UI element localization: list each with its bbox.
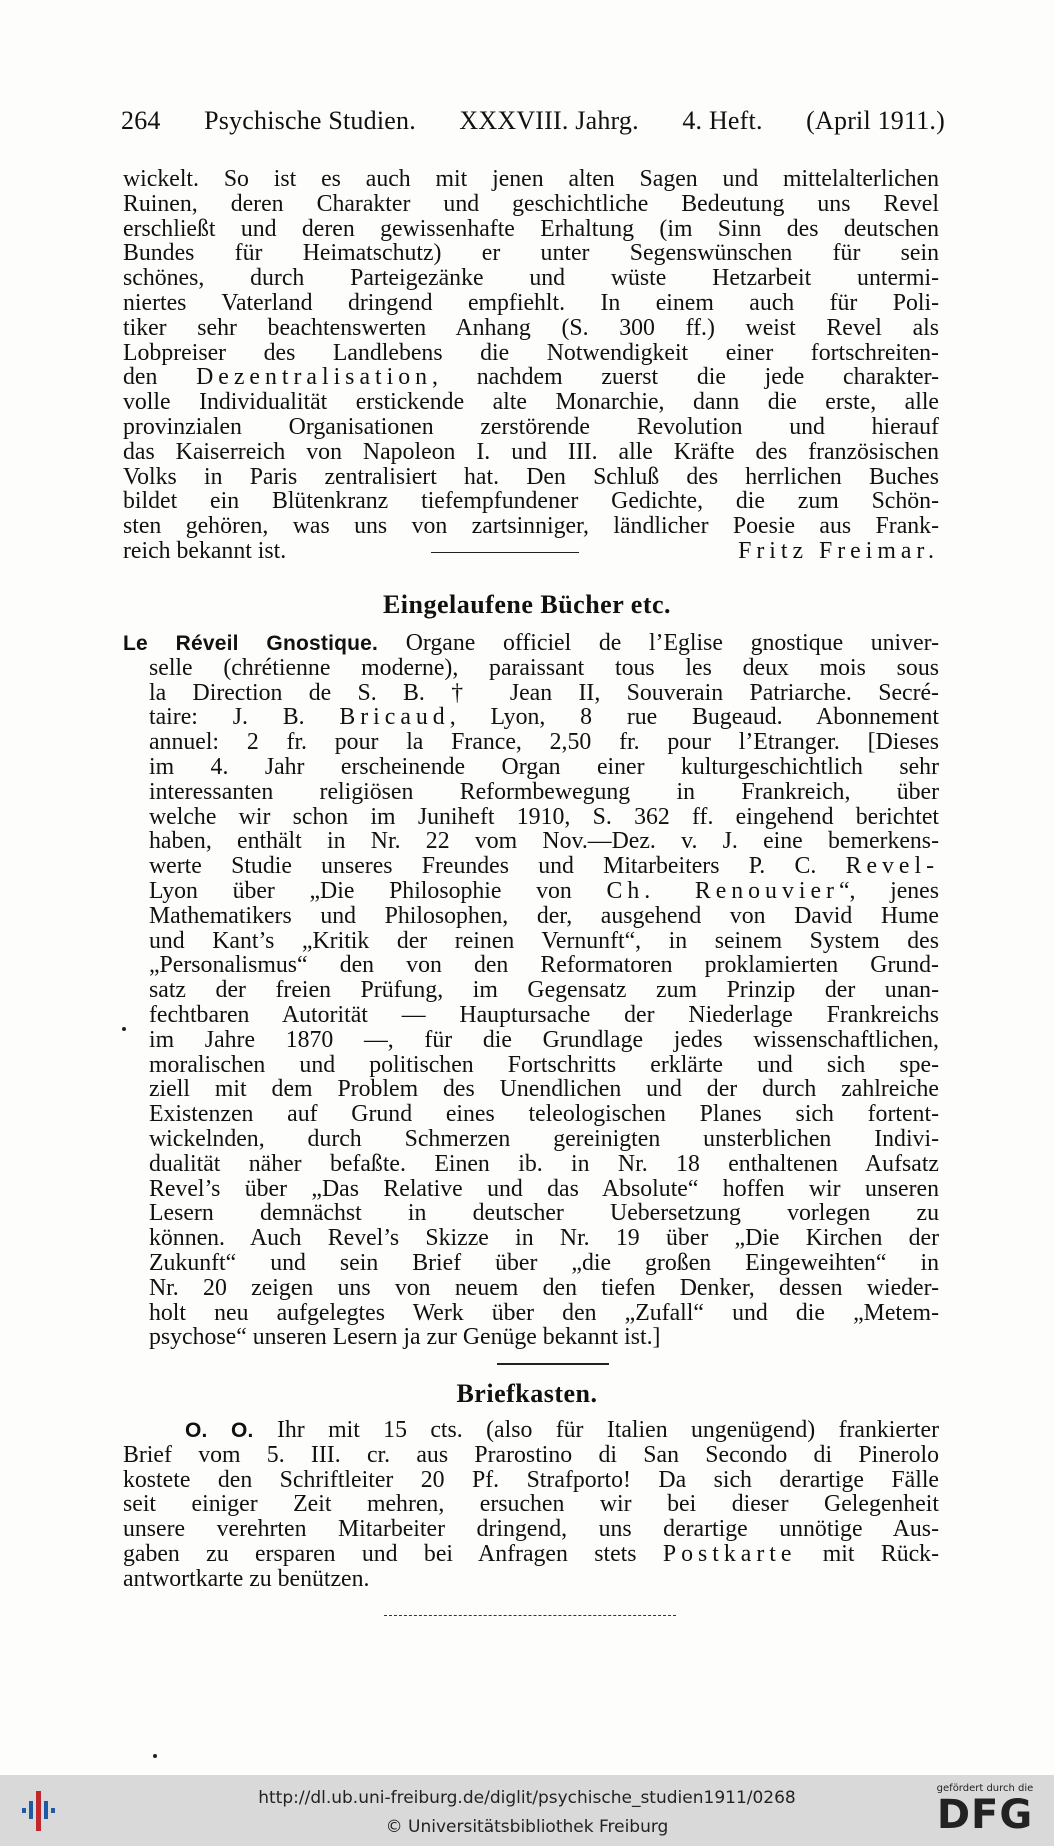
text-fragment: werte Studie unseres Freundes und Mitarbeiters P. C. xyxy=(149,854,817,879)
page-number: 264 xyxy=(121,106,161,135)
margin-mark xyxy=(122,1027,126,1031)
funder-logo-text: DFG xyxy=(936,1792,1034,1838)
text-line xyxy=(123,1542,939,1567)
text-fragment: taire: J. B. xyxy=(149,705,305,731)
text-line: annuel: 2 fr. pour la France, 2,50 fr. pour l’Etranger. [Dieses xyxy=(149,730,939,755)
text-line: kostete den Schriftleiter 20 Pf. Strafporto! Da sich derartige Fälle xyxy=(123,1467,939,1493)
text-line: unsere verehrten Mitarbeiter dringend, uns derartige unnötige Aus- xyxy=(123,1517,939,1542)
text-line: fechtbaren Autorität — Hauptursache der Niederlage Frankreichs xyxy=(149,1002,939,1028)
spaced-emphasis: Dezentralisation xyxy=(196,365,433,391)
running-header xyxy=(121,106,945,136)
text-line: interessanten religiösen Reformbewegung in Frankreich, über xyxy=(149,779,939,805)
text-fragment: , nachdem zuerst die jede charakter- xyxy=(432,365,939,391)
dfg-logo xyxy=(930,1783,1040,1841)
text-line: ziell mit dem Problem des Unendlichen und der durch zahlreiche xyxy=(149,1077,939,1103)
section-heading-letters: Briefkasten. xyxy=(456,1379,598,1408)
text-line: volle Individualität erstickende alte Monarchie, dann die erste, alle xyxy=(123,390,939,415)
text-line: Existenzen auf Grund eines teleologischen Planes sich fortent- xyxy=(149,1102,939,1127)
text-line: provinzialen Organisationen zerstörende Revolution und hierauf xyxy=(123,414,939,440)
text-line xyxy=(123,854,939,879)
spaced-emphasis: Ch. Renouvier xyxy=(606,878,839,904)
text-line: seit einiger Zeit mehren, ersuchen wir bei dieser Gelegenheit xyxy=(123,1492,939,1518)
text-fragment: Organe officiel de l’Eglise gnostique univer- xyxy=(405,631,939,656)
text-line: Volks in Paris zentralisiert hat. Den Schluß des herrlichen Buches xyxy=(123,464,939,490)
text-line: schönes, durch Parteigezänke und wüste Hetzarbeit untermi- xyxy=(123,266,939,291)
text-line: la Direction de S. B. † Jean II, Souverain Patriarche. Secré- xyxy=(149,680,939,706)
end-rule xyxy=(384,1615,676,1616)
permalink-link[interactable]: http://dl.ub.uni-freiburg.de/diglit/psychische_studien1911/0268 xyxy=(258,1788,796,1808)
entry-label: O. O. xyxy=(185,1419,254,1442)
text-line xyxy=(123,879,939,904)
text-fragment: mit Rück- xyxy=(822,1541,939,1567)
text-line: reich bekannt ist. xyxy=(123,537,287,564)
text-line: dualität näher befaßte. Einen ib. in Nr. 18 enthaltenen Aufsatz xyxy=(149,1151,939,1177)
text-line xyxy=(123,1418,939,1443)
text-line: selle (chrétienne moderne), paraissant tous les deux mois sous xyxy=(149,655,939,681)
text-fragment: Lyon über „Die Philosophie von xyxy=(149,878,572,904)
text-line: Zukunft“ und sein Brief über „die großen Eingeweihten“ in xyxy=(149,1250,939,1276)
footer-bar xyxy=(0,1775,1054,1846)
spaced-emphasis: Revel- xyxy=(845,854,939,879)
text-line: bildet ein Blütenkranz tiefempfundener Gedichte, die zum Schön- xyxy=(123,489,939,515)
text-line: Brief vom 5. III. cr. aus Prarostino di San Secondo di Pinerolo xyxy=(123,1442,939,1468)
text-line: wickelt. So ist es auch mit jenen alten Sagen und mittelalterlichen xyxy=(123,167,939,192)
text-fragment: den xyxy=(123,365,158,391)
separator-rule xyxy=(431,552,579,553)
text-line xyxy=(123,705,939,730)
book-entry xyxy=(123,631,939,1350)
text-line: welche wir schon im Juniheft 1910, S. 362 ff. eingehend berichtet xyxy=(149,804,939,830)
text-line: erschließt und deren gewissenhafte Erhaltung (im Sinn des deutschen xyxy=(123,216,939,242)
text-line: wickelnden, durch Schmerzen gereinigten unsterblichen Indivi- xyxy=(149,1126,939,1152)
text-fragment: “, jenes xyxy=(838,878,939,904)
text-fragment: gaben zu ersparen und bei Anfragen stets xyxy=(123,1541,637,1567)
text-fragment: Ihr mit 15 cts. (also für Italien ungenügend) frankierter xyxy=(276,1418,939,1443)
text-line: Lesern demnächst in deutscher Uebersetzung vorlegen zu xyxy=(149,1201,939,1227)
text-line: Lobpreiser des Landlebens die Notwendigkeit einer fortschreiten- xyxy=(123,340,939,366)
text-line xyxy=(123,365,939,390)
spaced-emphasis: Bricaud xyxy=(339,705,450,731)
text-line: satz der freien Prüfung, im Gegensatz zum Prinzip der unan- xyxy=(149,978,939,1003)
text-line: Bundes für Heimatschutz) er unter Segenswünschen für sein xyxy=(123,241,939,267)
text-line: holt neu aufgelegtes Werk über den „Zufall“ und die „Metem- xyxy=(149,1300,939,1326)
text-line: psychose“ unseren Lesern ja zur Genüge bekannt ist.] xyxy=(149,1325,661,1351)
text-line: im Jahre 1870 —, für die Grundlage jedes wissenschaftlichen, xyxy=(149,1027,939,1053)
text-line: das Kaiserreich von Napoleon I. und III. alle Kräfte des französischen xyxy=(123,439,939,465)
text-line: im 4. Jahr erscheinende Organ einer kulturgeschichtlich sehr xyxy=(149,754,939,780)
review-continuation xyxy=(123,167,939,564)
author-signature: Fritz Freimar. xyxy=(738,537,939,564)
text-fragment: , Lyon, 8 rue Bugeaud. Abonnement xyxy=(449,705,939,731)
text-line: Ruinen, deren Charakter und geschichtliche Bedeutung uns Revel xyxy=(123,191,939,217)
entry-label: Le Réveil Gnostique. xyxy=(123,632,379,655)
text-line: antwortkarte zu benützen. xyxy=(123,1566,370,1592)
text-line: haben, enthält in Nr. 22 vom Nov.—Dez. v. J. eine bemerkens- xyxy=(149,829,939,855)
spaced-emphasis: Postkarte xyxy=(662,1541,797,1567)
copyright-notice: © Universitätsbibliothek Freiburg xyxy=(385,1817,669,1837)
signature-row xyxy=(123,539,939,564)
text-line: niertes Vaterland dringend empfiehlt. In einem auch für Poli- xyxy=(123,290,939,316)
text-line: tiker sehr beachtenswerten Anhang (S. 300 ff.) weist Revel als xyxy=(123,315,939,341)
text-line: und Kant’s „Kritik der reinen Vernunft“, in seinem System des xyxy=(149,928,939,954)
funder-caption: gefördert durch die xyxy=(936,1783,1034,1794)
text-line: Nr. 20 zeigen uns von neuem den tiefen Denker, dessen wieder- xyxy=(149,1275,939,1301)
text-line: Revel’s über „Das Relative und das Absolute“ hoffen wir unseren xyxy=(149,1176,939,1202)
volume: XXXVIII. Jahrg. xyxy=(459,106,639,135)
issue-date: (April 1911.) xyxy=(806,106,945,135)
text-line: sten gehören, was uns von zartsinniger, ländlicher Poesie aus Frank- xyxy=(123,514,939,539)
text-line: können. Auch Revel’s Skizze in Nr. 19 über „Die Kirchen der xyxy=(149,1226,939,1251)
issue: 4. Heft. xyxy=(682,106,763,135)
separator-rule xyxy=(497,1363,609,1365)
section-heading-books: Eingelaufene Bücher etc. xyxy=(382,590,672,619)
text-line: moralischen und politischen Fortschritts erklärte und sich spe- xyxy=(149,1052,939,1078)
text-line: Mathematikers und Philosophen, der, ausgehend von David Hume xyxy=(149,903,939,929)
letter-entry xyxy=(123,1418,939,1592)
text-line: „Personalismus“ den von den Reformatoren proklamierten Grund- xyxy=(149,953,939,979)
journal-title: Psychische Studien. xyxy=(204,106,416,135)
margin-mark xyxy=(153,1754,157,1758)
text-line xyxy=(123,631,939,656)
